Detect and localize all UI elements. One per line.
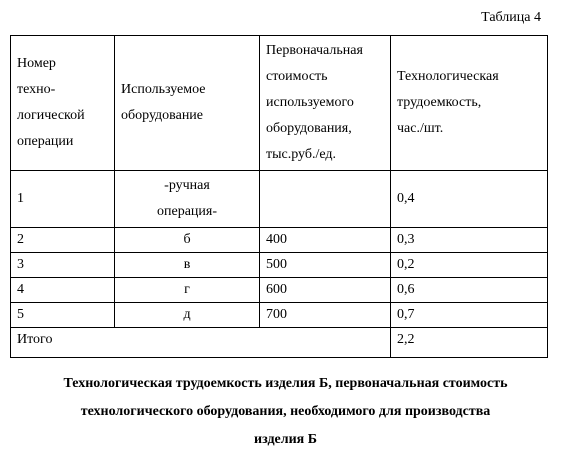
total-value: 2,2	[391, 328, 548, 358]
table-title-line: изделия Б	[254, 432, 317, 447]
table-title-line: Технологическая трудоемкость изделия Б, первоначальная стоимость	[63, 376, 508, 391]
table-row	[11, 253, 548, 278]
labor-intensity-cell: 0,3	[391, 228, 548, 253]
table-row	[11, 278, 548, 303]
table-row	[11, 228, 548, 253]
labor-intensity-table	[10, 35, 548, 358]
equipment-cell: в	[115, 253, 260, 278]
cost-cell: 400	[260, 228, 391, 253]
labor-intensity-cell: 0,4	[391, 171, 548, 228]
header-initial-cost: Первоначальная стоимость используемого оборудования, тыс.руб./ед.	[260, 36, 391, 171]
cost-cell: 600	[260, 278, 391, 303]
table-title-line: технологического оборудования, необходимого для производства	[80, 404, 491, 419]
operation-number-cell: 3	[11, 253, 115, 278]
equipment-cell: б	[115, 228, 260, 253]
table-total-row	[11, 328, 548, 358]
operation-number-cell: 1	[11, 171, 115, 228]
header-labor-intensity: Технологическая трудоемкость, час./шт.	[391, 36, 548, 171]
cost-cell: 500	[260, 253, 391, 278]
labor-intensity-cell: 0,7	[391, 303, 548, 328]
cost-cell	[260, 171, 391, 228]
header-operation-number: Номер техно- логической операции	[11, 36, 115, 171]
equipment-cell: -ручная операция-	[115, 171, 260, 228]
table-header-row	[11, 36, 548, 171]
cost-cell: 700	[260, 303, 391, 328]
table-row	[11, 171, 548, 228]
equipment-cell: д	[115, 303, 260, 328]
operation-number-cell: 5	[11, 303, 115, 328]
operation-number-cell: 2	[11, 228, 115, 253]
total-label: Итого	[11, 328, 391, 358]
table-row	[11, 303, 548, 328]
table-number-caption: Таблица 4	[481, 10, 541, 25]
labor-intensity-cell: 0,2	[391, 253, 548, 278]
table-title	[0, 370, 571, 454]
header-equipment: Используемое оборудование	[115, 36, 260, 171]
labor-intensity-cell: 0,6	[391, 278, 548, 303]
equipment-cell: г	[115, 278, 260, 303]
operation-number-cell: 4	[11, 278, 115, 303]
